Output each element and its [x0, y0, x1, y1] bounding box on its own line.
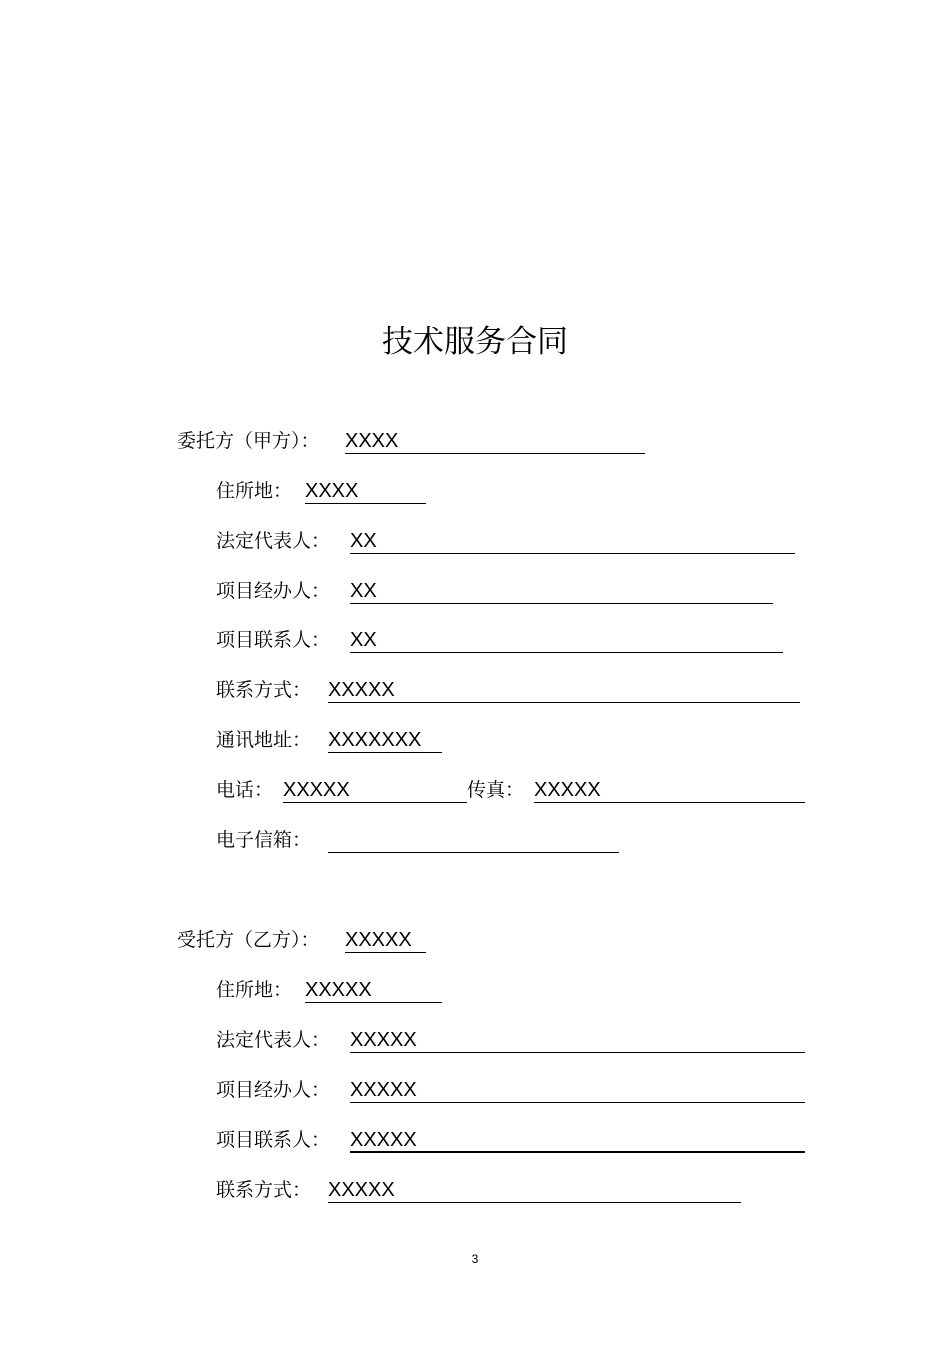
party-b-contact-person-label: 项目联系人： — [216, 1129, 331, 1151]
party-b-address-field[interactable] — [305, 975, 442, 1005]
party-a-phone-fax-row — [216, 775, 811, 805]
party-b-name-field[interactable] — [345, 925, 426, 955]
party-a-legal-rep-label: 法定代表人： — [216, 530, 331, 552]
party-a-contact-method-row — [216, 675, 806, 705]
party-b-address: XXXXX — [305, 979, 372, 1001]
party-a-contact-person-label: 项目联系人： — [216, 629, 331, 651]
party-a-mail-address-row — [216, 725, 456, 755]
party-a-address: XXXX — [305, 480, 359, 502]
party-b-manager: XXXXX — [350, 1079, 417, 1101]
party-a-name-field[interactable] — [345, 426, 645, 456]
party-b-contact-person: XXXXX — [350, 1129, 417, 1151]
party-b-contact-method: XXXXX — [328, 1179, 395, 1201]
party-b-legal-rep-field[interactable] — [350, 1025, 805, 1055]
party-a-mail-address-field[interactable] — [328, 725, 442, 755]
party-b-name: XXXXX — [345, 929, 412, 951]
party-a-fax: XXXXX — [534, 779, 601, 801]
party-b-heading-row — [177, 925, 437, 955]
party-b-contact-person-row — [216, 1125, 811, 1155]
party-a-contact-method-field[interactable] — [328, 675, 800, 705]
document-title: 技术服务合同 — [382, 324, 568, 360]
party-a-email-label: 电子信箱： — [216, 829, 312, 851]
party-a-heading: 委托方（甲方）： — [177, 430, 320, 452]
page-number: 3 — [471, 1252, 479, 1266]
party-b-legal-rep-row — [216, 1025, 811, 1055]
party-b-contact-method-field[interactable] — [328, 1175, 741, 1205]
party-a-manager-row — [216, 576, 786, 606]
party-b-manager-label: 项目经办人： — [216, 1079, 331, 1101]
party-a-phone-field[interactable] — [283, 775, 467, 805]
party-a-manager: XX — [350, 580, 377, 602]
party-a-phone-label: 电话： — [216, 779, 274, 801]
party-a-mail-address-label: 通讯地址： — [216, 729, 312, 751]
party-b-address-label: 住所地： — [216, 979, 293, 1001]
party-a-email-row — [216, 825, 626, 855]
party-b-contact-method-label: 联系方式： — [216, 1179, 312, 1201]
party-b-legal-rep-label: 法定代表人： — [216, 1029, 331, 1051]
party-a-contact-person: XX — [350, 629, 377, 651]
party-a-manager-field[interactable] — [350, 576, 773, 606]
party-a-legal-rep: XX — [350, 530, 377, 552]
party-a-address-field[interactable] — [305, 476, 426, 506]
party-a-name: XXXX — [345, 430, 399, 452]
party-b-legal-rep: XXXXX — [350, 1029, 417, 1051]
party-a-contact-person-row — [216, 625, 796, 655]
party-a-legal-rep-row — [216, 526, 806, 556]
party-a-contact-method-label: 联系方式： — [216, 679, 312, 701]
party-a-legal-rep-field[interactable] — [350, 526, 795, 556]
party-b-contact-person-field[interactable] — [350, 1125, 805, 1155]
party-a-fax-field[interactable] — [534, 775, 805, 805]
party-b-manager-field[interactable] — [350, 1075, 805, 1105]
party-b-address-row — [216, 975, 451, 1005]
party-a-heading-row — [177, 426, 657, 456]
party-a-address-row — [216, 476, 436, 506]
party-a-contact-method: XXXXX — [328, 679, 395, 701]
party-a-contact-person-field[interactable] — [350, 625, 783, 655]
party-a-manager-label: 项目经办人： — [216, 580, 331, 602]
party-b-heading: 受托方（乙方）： — [177, 929, 320, 951]
party-b-contact-method-row — [216, 1175, 751, 1205]
party-b-manager-row — [216, 1075, 811, 1105]
party-a-email-field[interactable] — [328, 825, 619, 855]
party-a-address-label: 住所地： — [216, 480, 293, 502]
party-a-phone: XXXXX — [283, 779, 350, 801]
party-a-fax-label: 传真： — [467, 779, 525, 801]
party-a-mail-address: XXXXXXX — [328, 729, 422, 751]
